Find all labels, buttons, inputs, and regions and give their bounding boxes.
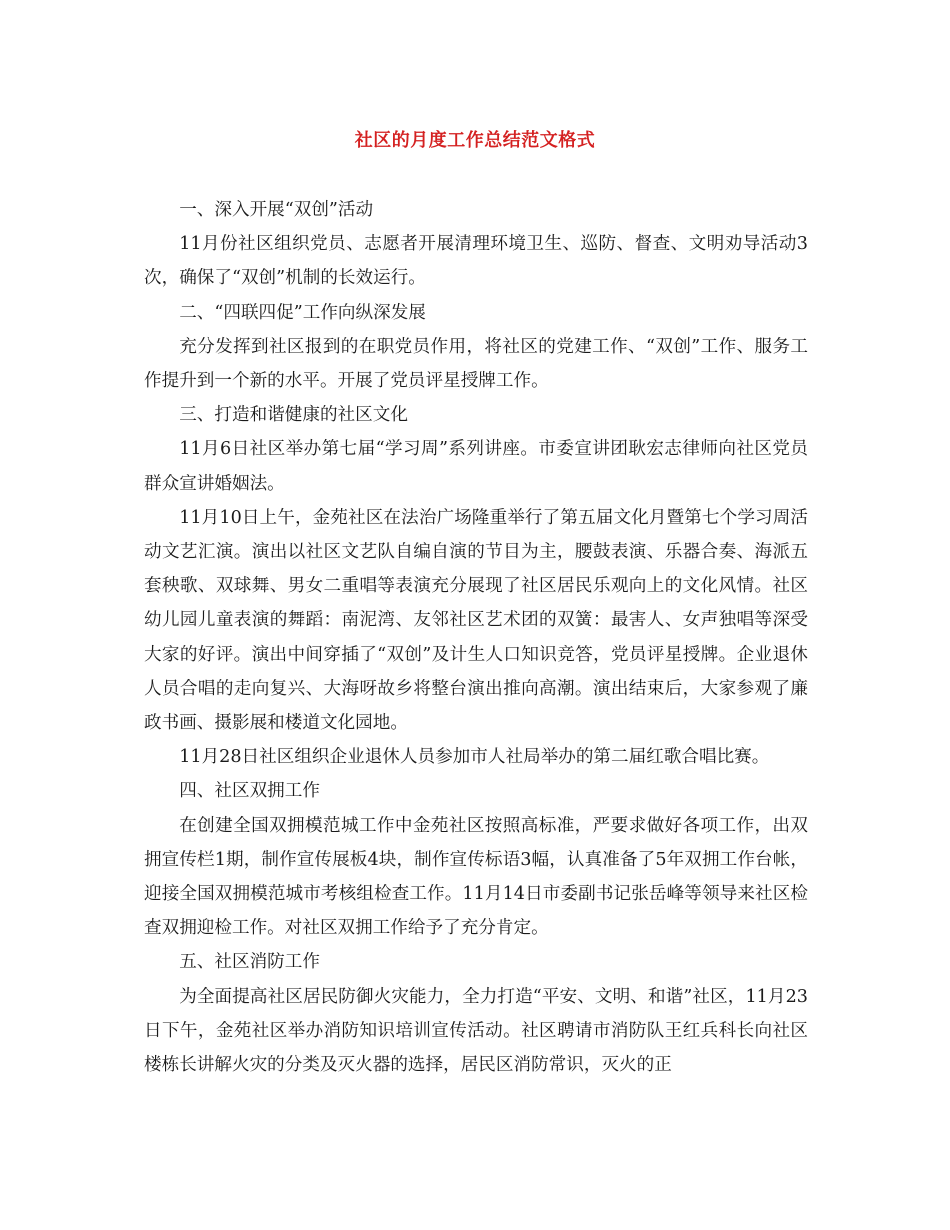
section-heading-3: 三、打造和谐健康的社区文化 <box>179 405 408 426</box>
document-title: 社区的月度工作总结范文格式 <box>354 130 596 151</box>
paragraph: 11月28日社区组织企业退休人员参加市人社局举办的第二届红歌合唱比赛。 <box>179 747 770 768</box>
paragraph: 11月份社区组织党员、志愿者开展清理环境卫生、巡防、督查、文明劝导活动3次，确保了“双创”机制的长效运行。 <box>144 234 808 289</box>
document-body <box>144 193 808 1082</box>
section-heading-1: 一、深入开展“双创”活动 <box>179 200 374 220</box>
section-heading-4: 四、社区双拥工作 <box>179 781 320 802</box>
paragraph: 11月6日社区举办第七届“学习周”系列讲座。市委宣讲团耿宏志律师向社区党员群众宣讲婚姻法。 <box>144 439 808 494</box>
paragraph: 在创建全国双拥模范城工作中金苑社区按照高标准，严要求做好各项工作，出双拥宣传栏1期，制作宣传展板4块，制作宣传标语3幅，认真准备了5年双拥工作台帐，迎接全国双拥模范城市考核组检查工作。11月14日市委副书记张岳峰等领导来社区检查双拥迎检工作。对社区双拥工作给予了充分肯定。 <box>144 815 808 939</box>
section-heading-2: 二、“四联四促”工作向纵深发展 <box>179 302 426 323</box>
paragraph: 11月10日上午，金苑社区在法治广场隆重举行了第五届文化月暨第七个学习周活动文艺汇演。演出以社区文艺队自编自演的节目为主，腰鼓表演、乐器合奏、海派五套秧歌、双球舞、男女二重唱等表演充分展现了社区居民乐观向上的文化风情。社区幼儿园儿童表演的舞蹈：南泥湾、友邻社区艺术团的双簧：最害人、女声独唱等深受大家的好评。演出中间穿插了“双创”及计生人口知识竞答，党员评星授牌。企业退休人员合唱的走向复兴、大海呀故乡将整台演出推向高潮。演出结束后，大家参观了廉政书画、摄影展和楼道文化园地。 <box>144 507 808 734</box>
paragraph: 为全面提高社区居民防御火灾能力，全力打造“平安、文明、和谐”社区，11月23日下午，金苑社区举办消防知识培训宣传活动。社区聘请市消防队王红兵科长向社区楼栋长讲解火灾的分类及灭火器的选择，居民区消防常识，灭火的正 <box>144 986 808 1076</box>
section-heading-5: 五、社区消防工作 <box>179 952 320 973</box>
paragraph: 充分发挥到社区报到的在职党员作用，将社区的党建工作、“双创”工作、服务工作提升到一个新的水平。开展了党员评星授牌工作。 <box>144 336 808 392</box>
